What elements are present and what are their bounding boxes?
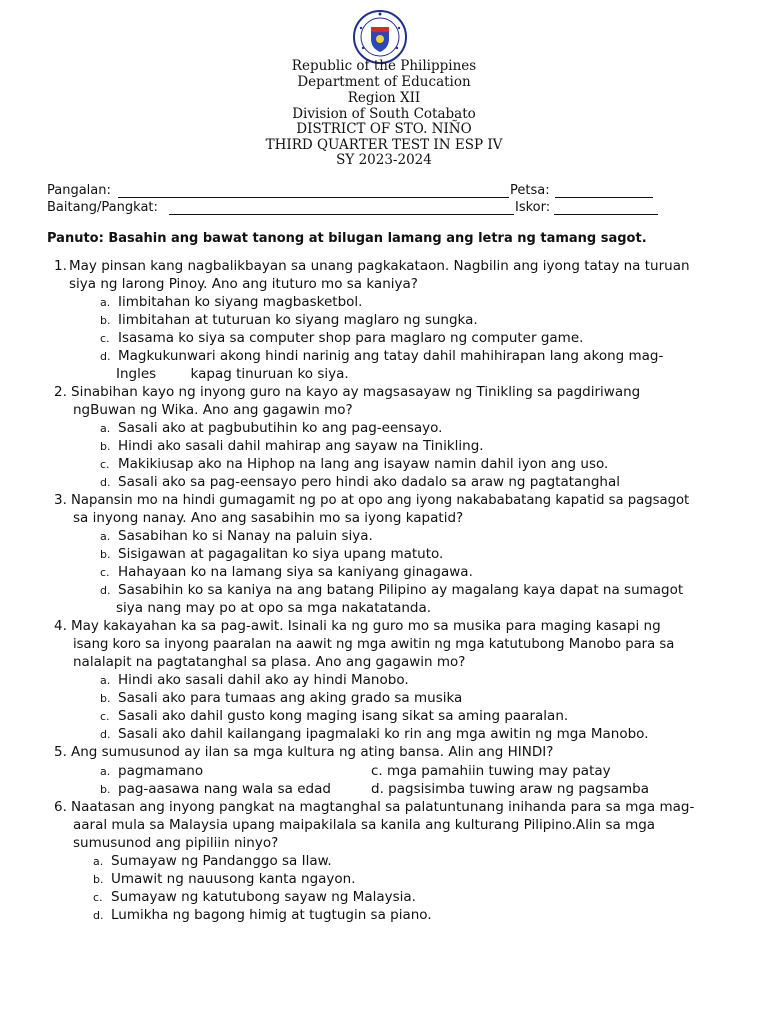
option[interactable] bbox=[100, 690, 462, 708]
question-text: siya ng larong Pinoy. Ano ang ituturo mo sa kaniya? bbox=[69, 276, 418, 292]
option[interactable] bbox=[93, 853, 332, 871]
option-letter: b. bbox=[100, 314, 111, 327]
option-continuation: Ingles kapag tinuruan ko siya. bbox=[116, 366, 349, 382]
option-letter: d. bbox=[100, 584, 111, 597]
option[interactable] bbox=[93, 871, 356, 889]
option-text: Makikiusap ako na Hiphop na lang ang isayaw namin dahil iyon ang uso. bbox=[118, 456, 609, 472]
baitang-label: Baitang/Pangkat: bbox=[47, 200, 158, 215]
option-letter: b. bbox=[100, 548, 111, 561]
option-text: Hindi ako sasali dahil ako ay hindi Manobo. bbox=[118, 672, 409, 688]
option-text: Sumayaw ng katutubong sayaw ng Malaysia. bbox=[111, 889, 416, 905]
iskor-blank[interactable] bbox=[554, 214, 658, 215]
option[interactable] bbox=[100, 564, 473, 582]
option-text: Iimbitahan ko siyang magbasketbol. bbox=[118, 294, 363, 310]
question-number: 1. bbox=[54, 258, 67, 274]
option[interactable] bbox=[100, 708, 568, 726]
option-letter: a. bbox=[100, 674, 111, 687]
option-letter: b. bbox=[100, 692, 111, 705]
option-letter: a. bbox=[100, 422, 111, 435]
option-text: Hindi ako sasali dahil mahirap ang sayaw na Tinikling. bbox=[118, 438, 484, 454]
header-school-year: SY 2023-2024 bbox=[336, 152, 432, 168]
option-text: Sasabihin ko sa kaniya na ang batang Pilipino ay magalang kaya dapat na sumagot bbox=[118, 582, 684, 598]
option[interactable] bbox=[371, 763, 611, 781]
question-text: sumusunod ang pipiliin ninyo? bbox=[73, 835, 279, 851]
question-number: 5. bbox=[54, 744, 67, 760]
option[interactable] bbox=[100, 781, 331, 799]
option[interactable] bbox=[100, 330, 583, 348]
option[interactable] bbox=[100, 582, 683, 600]
option-text: pag-aasawa nang wala sa edad bbox=[118, 781, 331, 797]
option[interactable] bbox=[100, 294, 362, 312]
option-text: Magkukunwari akong hindi narinig ang tatay dahil mahihirapan lang akong mag- bbox=[118, 348, 664, 364]
question-text: May pinsan kang nagbalikbayan sa unang pagkakataon. Nagbilin ang iyong tatay na turuan bbox=[69, 258, 690, 274]
option[interactable] bbox=[100, 763, 203, 781]
question-text: sa inyong nanay. Ano ang sasabihin mo sa iyong kapatid? bbox=[73, 510, 464, 526]
iskor-label: Iskor: bbox=[515, 200, 551, 215]
option-text: c. mga pamahiin tuwing may patay bbox=[371, 763, 611, 779]
option-text: Sumayaw ng Pandanggo sa Ilaw. bbox=[111, 853, 332, 869]
question-number: 2. bbox=[54, 384, 67, 400]
option-letter: b. bbox=[100, 783, 111, 796]
question-number: 6. bbox=[54, 799, 67, 815]
option-letter: c. bbox=[100, 458, 110, 471]
baitang-blank[interactable] bbox=[169, 214, 514, 215]
petsa-label: Petsa: bbox=[510, 183, 550, 198]
option-text: Sasali ako dahil gusto kong maging isang sikat sa aming paaralan. bbox=[118, 708, 569, 724]
option-letter: c. bbox=[100, 332, 110, 345]
option-letter: c. bbox=[100, 710, 110, 723]
option-letter: c. bbox=[100, 566, 110, 579]
option[interactable] bbox=[93, 889, 416, 907]
option[interactable] bbox=[100, 438, 484, 456]
question-number: 3. bbox=[54, 492, 67, 508]
option-letter: a. bbox=[100, 530, 111, 543]
header-district: DISTRICT OF STO. NIÑO bbox=[296, 121, 472, 137]
option-text: Sasabihan ko si Nanay na paluin siya. bbox=[118, 528, 373, 544]
question-text: aaral mula sa Malaysia upang maipakilala sa kanila ang kulturang Pilipino.Alin sa mga bbox=[73, 817, 656, 833]
option[interactable] bbox=[100, 528, 373, 546]
petsa-blank[interactable] bbox=[555, 197, 653, 198]
header-department: Department of Education bbox=[297, 74, 471, 90]
deped-seal-logo bbox=[353, 10, 407, 64]
question-text: Naatasan ang inyong pangkat na magtanghal sa palatuntunang inihanda para sa mga mag- bbox=[71, 799, 695, 815]
option-text: Sasali ako at pagbubutihin ko ang pag-eensayo. bbox=[118, 420, 443, 436]
option-text: Sisigawan at pagagalitan ko siya upang matuto. bbox=[118, 546, 444, 562]
pangalan-blank[interactable] bbox=[118, 197, 509, 198]
question-text: isang koro sa inyong paaralan na aawit ng mga awitin ng mga katutubong Manobo para sa bbox=[73, 637, 675, 652]
option-text: Sasali ako sa pag-eensayo pero hindi ako dadalo sa araw ng pagtatanghal bbox=[118, 474, 620, 490]
option-letter: a. bbox=[100, 296, 111, 309]
header-test-title: THIRD QUARTER TEST IN ESP IV bbox=[265, 137, 503, 153]
option[interactable] bbox=[100, 456, 608, 474]
option-letter: b. bbox=[93, 873, 104, 886]
header-division: Division of South Cotabato bbox=[292, 106, 476, 122]
option-letter: a. bbox=[100, 765, 111, 778]
header-region: Region XII bbox=[347, 90, 421, 106]
option[interactable] bbox=[100, 672, 409, 690]
option-text: Umawit ng nauusong kanta ngayon. bbox=[111, 871, 356, 887]
option[interactable] bbox=[100, 726, 649, 744]
question-text: ngBuwan ng Wika. Ano ang gagawin mo? bbox=[73, 402, 353, 418]
option-text: Isasama ko siya sa computer shop para maglaro ng computer game. bbox=[118, 330, 584, 346]
option-text: Sasali ako para tumaas ang aking grado sa musika bbox=[118, 690, 463, 706]
option-continuation: siya nang may po at opo sa mga nakatatanda. bbox=[116, 600, 432, 616]
option-letter: d. bbox=[100, 476, 111, 489]
question-text: Ang sumusunod ay ilan sa mga kultura ng ating bansa. Alin ang HINDI? bbox=[71, 744, 554, 760]
option[interactable] bbox=[100, 420, 442, 438]
option[interactable] bbox=[371, 781, 649, 799]
question-number: 4. bbox=[54, 618, 67, 634]
option-text: Lumikha ng bagong himig at tugtugin sa piano. bbox=[111, 907, 432, 923]
option-text: pagmamano bbox=[118, 763, 204, 779]
question-text: May kakayahan ka sa pag-awit. Isinali ka ng guro mo sa musika para maging kasapi ng bbox=[71, 618, 661, 634]
pangalan-label: Pangalan: bbox=[47, 183, 111, 198]
option-letter: b. bbox=[100, 440, 111, 453]
question-text: Sinabihan kayo ng inyong guro na kayo ay magsasayaw ng Tinikling sa pagdiriwang bbox=[71, 384, 641, 400]
option-letter: a. bbox=[93, 855, 104, 868]
option-letter: d. bbox=[93, 909, 104, 922]
option-text: Iimbitahan at tuturuan ko siyang maglaro ng sungka. bbox=[118, 312, 478, 328]
option[interactable] bbox=[93, 907, 432, 925]
option-text: Hahayaan ko na lamang siya sa kaniyang ginagawa. bbox=[118, 564, 473, 580]
instructions: Panuto: Basahin ang bawat tanong at bilugan lamang ang letra ng tamang sagot. bbox=[47, 231, 647, 246]
option-text: Sasali ako dahil kailangang ipagmalaki ko rin ang mga awitin ng mga Manobo. bbox=[118, 726, 649, 742]
option[interactable] bbox=[100, 546, 443, 564]
option-letter: d. bbox=[100, 350, 111, 363]
question-text: nalalapit na pagtatanghal sa plasa. Ano ang gagawin mo? bbox=[73, 654, 466, 670]
header-republic: Republic of the Philippines bbox=[291, 58, 477, 74]
question-text: Napansin mo na hindi gumagamit ng po at opo ang iyong nakababatang kapatid sa pagsagot bbox=[71, 493, 690, 508]
option-letter: c. bbox=[93, 891, 103, 904]
option-letter: d. bbox=[100, 728, 111, 741]
option[interactable] bbox=[100, 312, 478, 330]
option[interactable] bbox=[100, 348, 663, 366]
option[interactable] bbox=[100, 474, 620, 492]
option-text: d. pagsisimba tuwing araw ng pagsamba bbox=[371, 781, 650, 797]
